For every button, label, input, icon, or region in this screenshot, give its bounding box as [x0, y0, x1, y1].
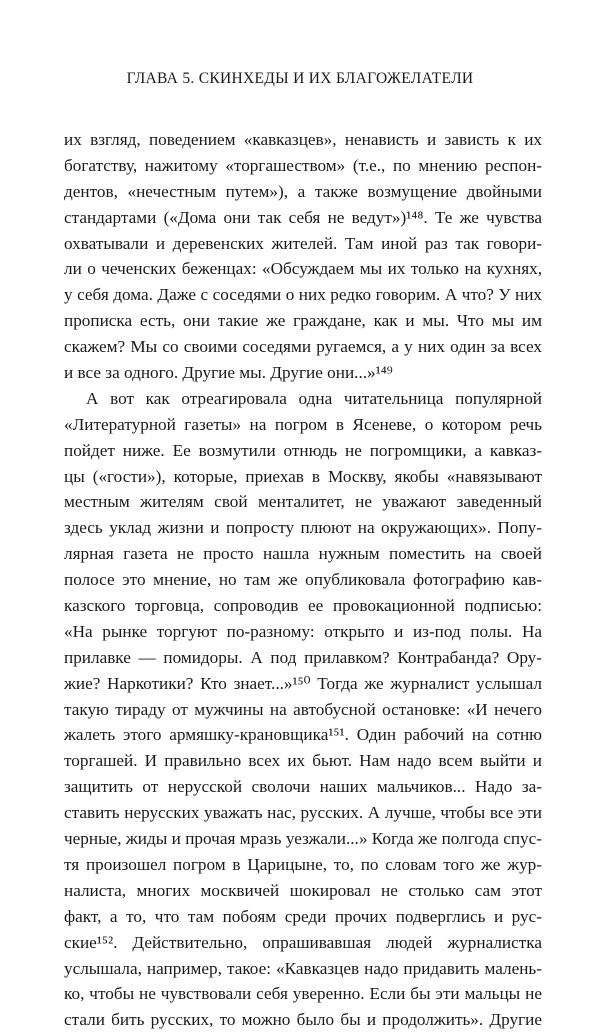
- text-line: защитить от нерусской сволочи наших мальчиков... Надо за-: [64, 777, 542, 797]
- text-line: «Литературной газеты» на погром в Ясеневе, о котором речь: [64, 414, 542, 434]
- text-line: дентов, «нечестным путем»), а также возмущение двойными: [64, 181, 542, 201]
- text-line: пойдет ниже. Ее возмутили отнюдь не погромщики, а кавказ-: [64, 440, 542, 460]
- text-line: такую тираду от мужчины на автобусной остановке: «И нечего: [64, 699, 542, 719]
- running-head: ГЛАВА 5. СКИНХЕДЫ И ИХ БЛАГОЖЕЛАТЕЛИ: [126, 70, 474, 87]
- text-line: стандартами («Дома они так себя не ведут»)¹⁴⁸. Те же чувства: [64, 207, 542, 227]
- text-line: полосе это мнение, но там же опубликовала фотографию кав-: [64, 570, 542, 590]
- text-line: цы («гости»), которые, приехав в Москву, якобы «навязывают: [64, 466, 542, 486]
- text-line: и все за одного. Другие мы. Другие они...»¹⁴⁹: [64, 363, 393, 383]
- text-line: прилавке — помидоры. А под прилавком? Контрабанда? Ору-: [64, 647, 542, 667]
- text-line: услышала, например, такое: «Кавказцев надо придавить малень-: [64, 958, 542, 978]
- text-line: здесь уклад жизни и попросту плюют на окружающих». Попу-: [64, 518, 542, 538]
- text-line: налиста, многих москвичей шокировал не столько сам этот: [64, 880, 542, 900]
- text-line: прописка есть, они такие же граждане, как и мы. Что мы им: [64, 311, 542, 331]
- text-line: ские¹⁵². Действительно, опрашивавшая людей журналистка: [64, 932, 542, 952]
- text-line: «На рынке торгуют по-разному: открыто и из-под полы. На: [64, 621, 542, 641]
- text-line: торгашей. И правильно всех их бьют. Нам надо всем выйти и: [64, 751, 542, 771]
- text-line: богатству, нажитому «торгашеством» (т.е., по мнению респон-: [64, 155, 542, 175]
- text-line: скажем? Мы со своими соседями ругаемся, а у них один за всех: [64, 337, 542, 357]
- body-text: [64, 127, 542, 1033]
- text-line: казского торговца, сопроводив ее провокационной подписью:: [64, 596, 542, 616]
- text-line: их взгляд, поведением «кавказцев», ненависть и зависть к их: [64, 130, 542, 149]
- text-line: черные, жиды и прочая мразь уезжали...» Когда же полгода спус-: [64, 829, 542, 849]
- text-line: ко, чтобы не чувствовали себя уверенно. Если бы эти мальцы не: [64, 984, 542, 1004]
- text-line: местным жителям свой менталитет, не уважают заведенный: [64, 492, 542, 512]
- text-line: ли о чеченских беженцах: «Обсуждаем мы их только на кухнях,: [64, 259, 542, 279]
- text-line: у себя дома. Даже с соседями о них редко говорим. А что? У них: [64, 285, 542, 305]
- text-line: ставить нерусских уважать нас, русских. А лучше, чтобы все эти: [64, 803, 542, 823]
- text-line: охватывали и деревенских жителей. Там иной раз так говори-: [64, 233, 542, 253]
- text-line: А вот как отреагировала одна читательница популярной: [86, 388, 542, 408]
- text-line: факт, а то, что там побоям среди прочих подверглись и рус-: [64, 906, 542, 926]
- text-line: лярная газета не просто нашла нужным поместить на своей: [64, 544, 542, 564]
- text-line: стали бить русских, то можно было бы и продолжить». Другие: [64, 1010, 542, 1030]
- text-line: жалеть этого армяшку-крановщика¹⁵¹. Один рабочий на сотню: [64, 725, 542, 745]
- text-line: жие? Наркотики? Кто знает...»¹⁵⁰ Тогда же журналист услышал: [64, 673, 542, 693]
- text-line: тя произошел погром в Царицыне, то, по словам того же жур-: [64, 854, 542, 874]
